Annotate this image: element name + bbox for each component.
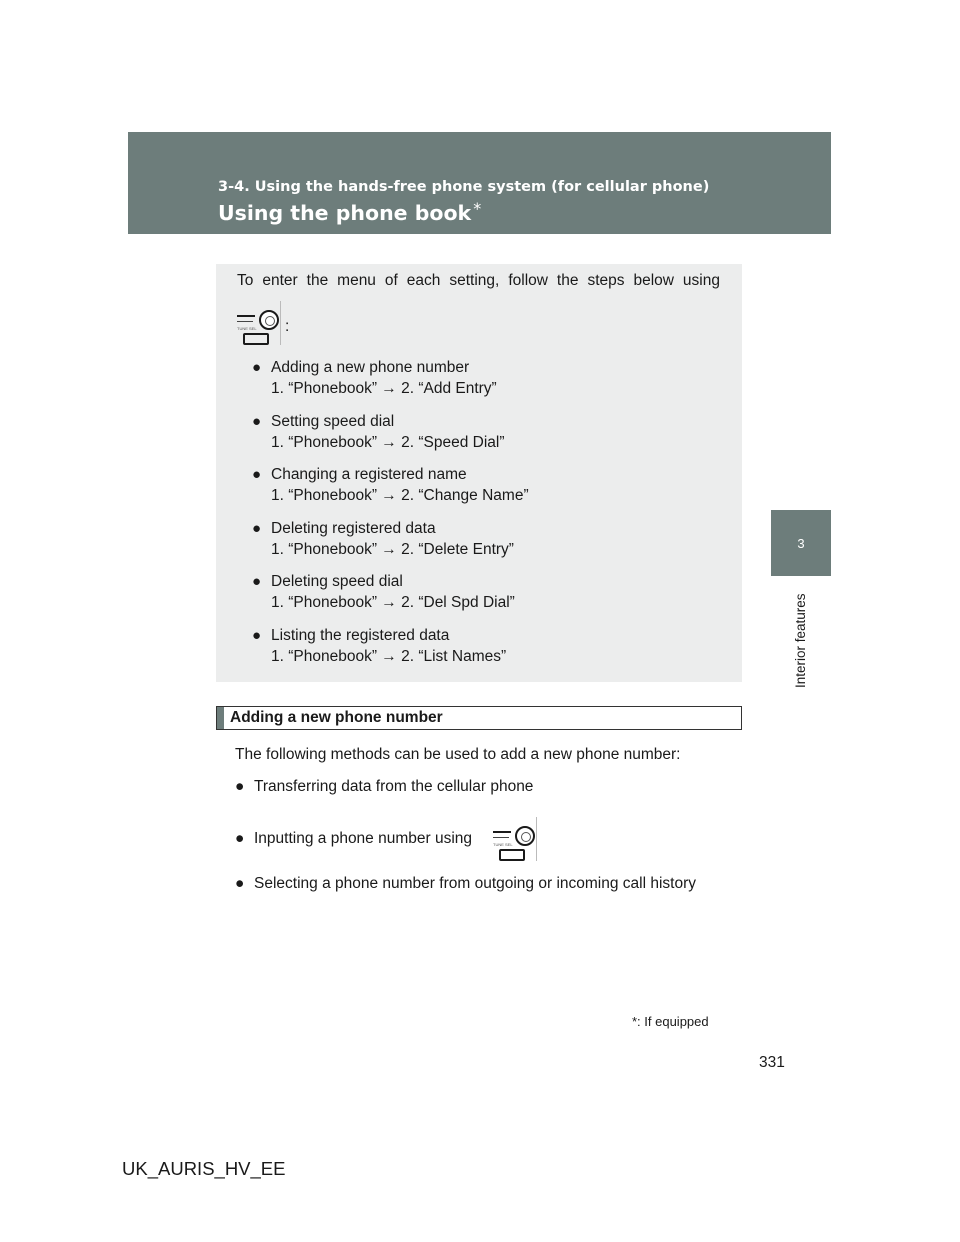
instruction-intro: To enter the menu of each setting, follow the steps below using bbox=[237, 272, 720, 289]
tune-sel-dial-icon: TUNE SEL bbox=[235, 301, 281, 345]
page-title-text: Using the phone book bbox=[218, 201, 472, 225]
section-heading-text: Adding a new phone number bbox=[230, 709, 443, 726]
bullet-icon: ● bbox=[235, 875, 245, 892]
method-text: Transferring data from the cellular phone bbox=[254, 778, 534, 795]
chapter-tab[interactable] bbox=[771, 510, 831, 576]
bullet-icon: ● bbox=[235, 830, 245, 847]
list-item bbox=[252, 466, 529, 520]
tune-sel-dial-icon: TUNE SEL bbox=[491, 817, 537, 861]
section-label: 3-4. Using the hands-free phone system (for cellular phone) bbox=[218, 179, 710, 195]
step-path: 1. “Phonebook” → 2. “Speed Dial” bbox=[271, 433, 505, 451]
page-number: 331 bbox=[759, 1054, 785, 1071]
step-title: Listing the registered data bbox=[271, 626, 450, 644]
step-path: 1. “Phonebook” → 2. “List Names” bbox=[271, 647, 507, 665]
page-title bbox=[218, 201, 481, 225]
chapter-header bbox=[128, 132, 831, 234]
list-item bbox=[252, 573, 529, 627]
list-item bbox=[252, 359, 529, 413]
bullet-icon: ● bbox=[252, 519, 262, 537]
bullet-icon: ● bbox=[252, 466, 262, 484]
list-item bbox=[252, 627, 529, 681]
step-title: Changing a registered name bbox=[271, 466, 467, 484]
step-path: 1. “Phonebook” → 2. “Change Name” bbox=[271, 487, 529, 505]
chapter-tab-label: Interior features bbox=[793, 593, 808, 688]
dial-reference bbox=[235, 301, 290, 345]
chapter-number: 3 bbox=[797, 536, 805, 551]
method-text: Inputting a phone number using bbox=[254, 830, 473, 847]
bullet-icon: ● bbox=[252, 626, 262, 644]
bullet-icon: ● bbox=[235, 778, 245, 795]
bullet-icon: ● bbox=[252, 359, 262, 376]
dial-colon: : bbox=[285, 318, 290, 335]
document-code: UK_AURIS_HV_EE bbox=[122, 1158, 286, 1179]
footnote: *: If equipped bbox=[632, 1014, 709, 1029]
step-path: 1. “Phonebook” → 2. “Add Entry” bbox=[271, 380, 497, 397]
list-item bbox=[252, 413, 529, 467]
section-heading bbox=[216, 706, 742, 730]
step-title: Deleting speed dial bbox=[271, 573, 403, 591]
if-equipped-mark: * bbox=[473, 199, 482, 218]
menu-step-list bbox=[252, 359, 529, 681]
step-title: Deleting registered data bbox=[271, 519, 436, 537]
heading-accent-bar bbox=[217, 707, 224, 729]
section-intro: The following methods can be used to add a new phone number: bbox=[235, 746, 681, 763]
step-path: 1. “Phonebook” → 2. “Delete Entry” bbox=[271, 540, 514, 558]
list-item bbox=[252, 520, 529, 574]
bullet-icon: ● bbox=[252, 573, 262, 591]
step-path: 1. “Phonebook” → 2. “Del Spd Dial” bbox=[271, 594, 515, 612]
step-title: Adding a new phone number bbox=[271, 359, 470, 376]
method-text: Selecting a phone number from outgoing or incoming call history bbox=[254, 875, 696, 892]
bullet-icon: ● bbox=[252, 412, 262, 430]
step-title: Setting speed dial bbox=[271, 412, 395, 430]
